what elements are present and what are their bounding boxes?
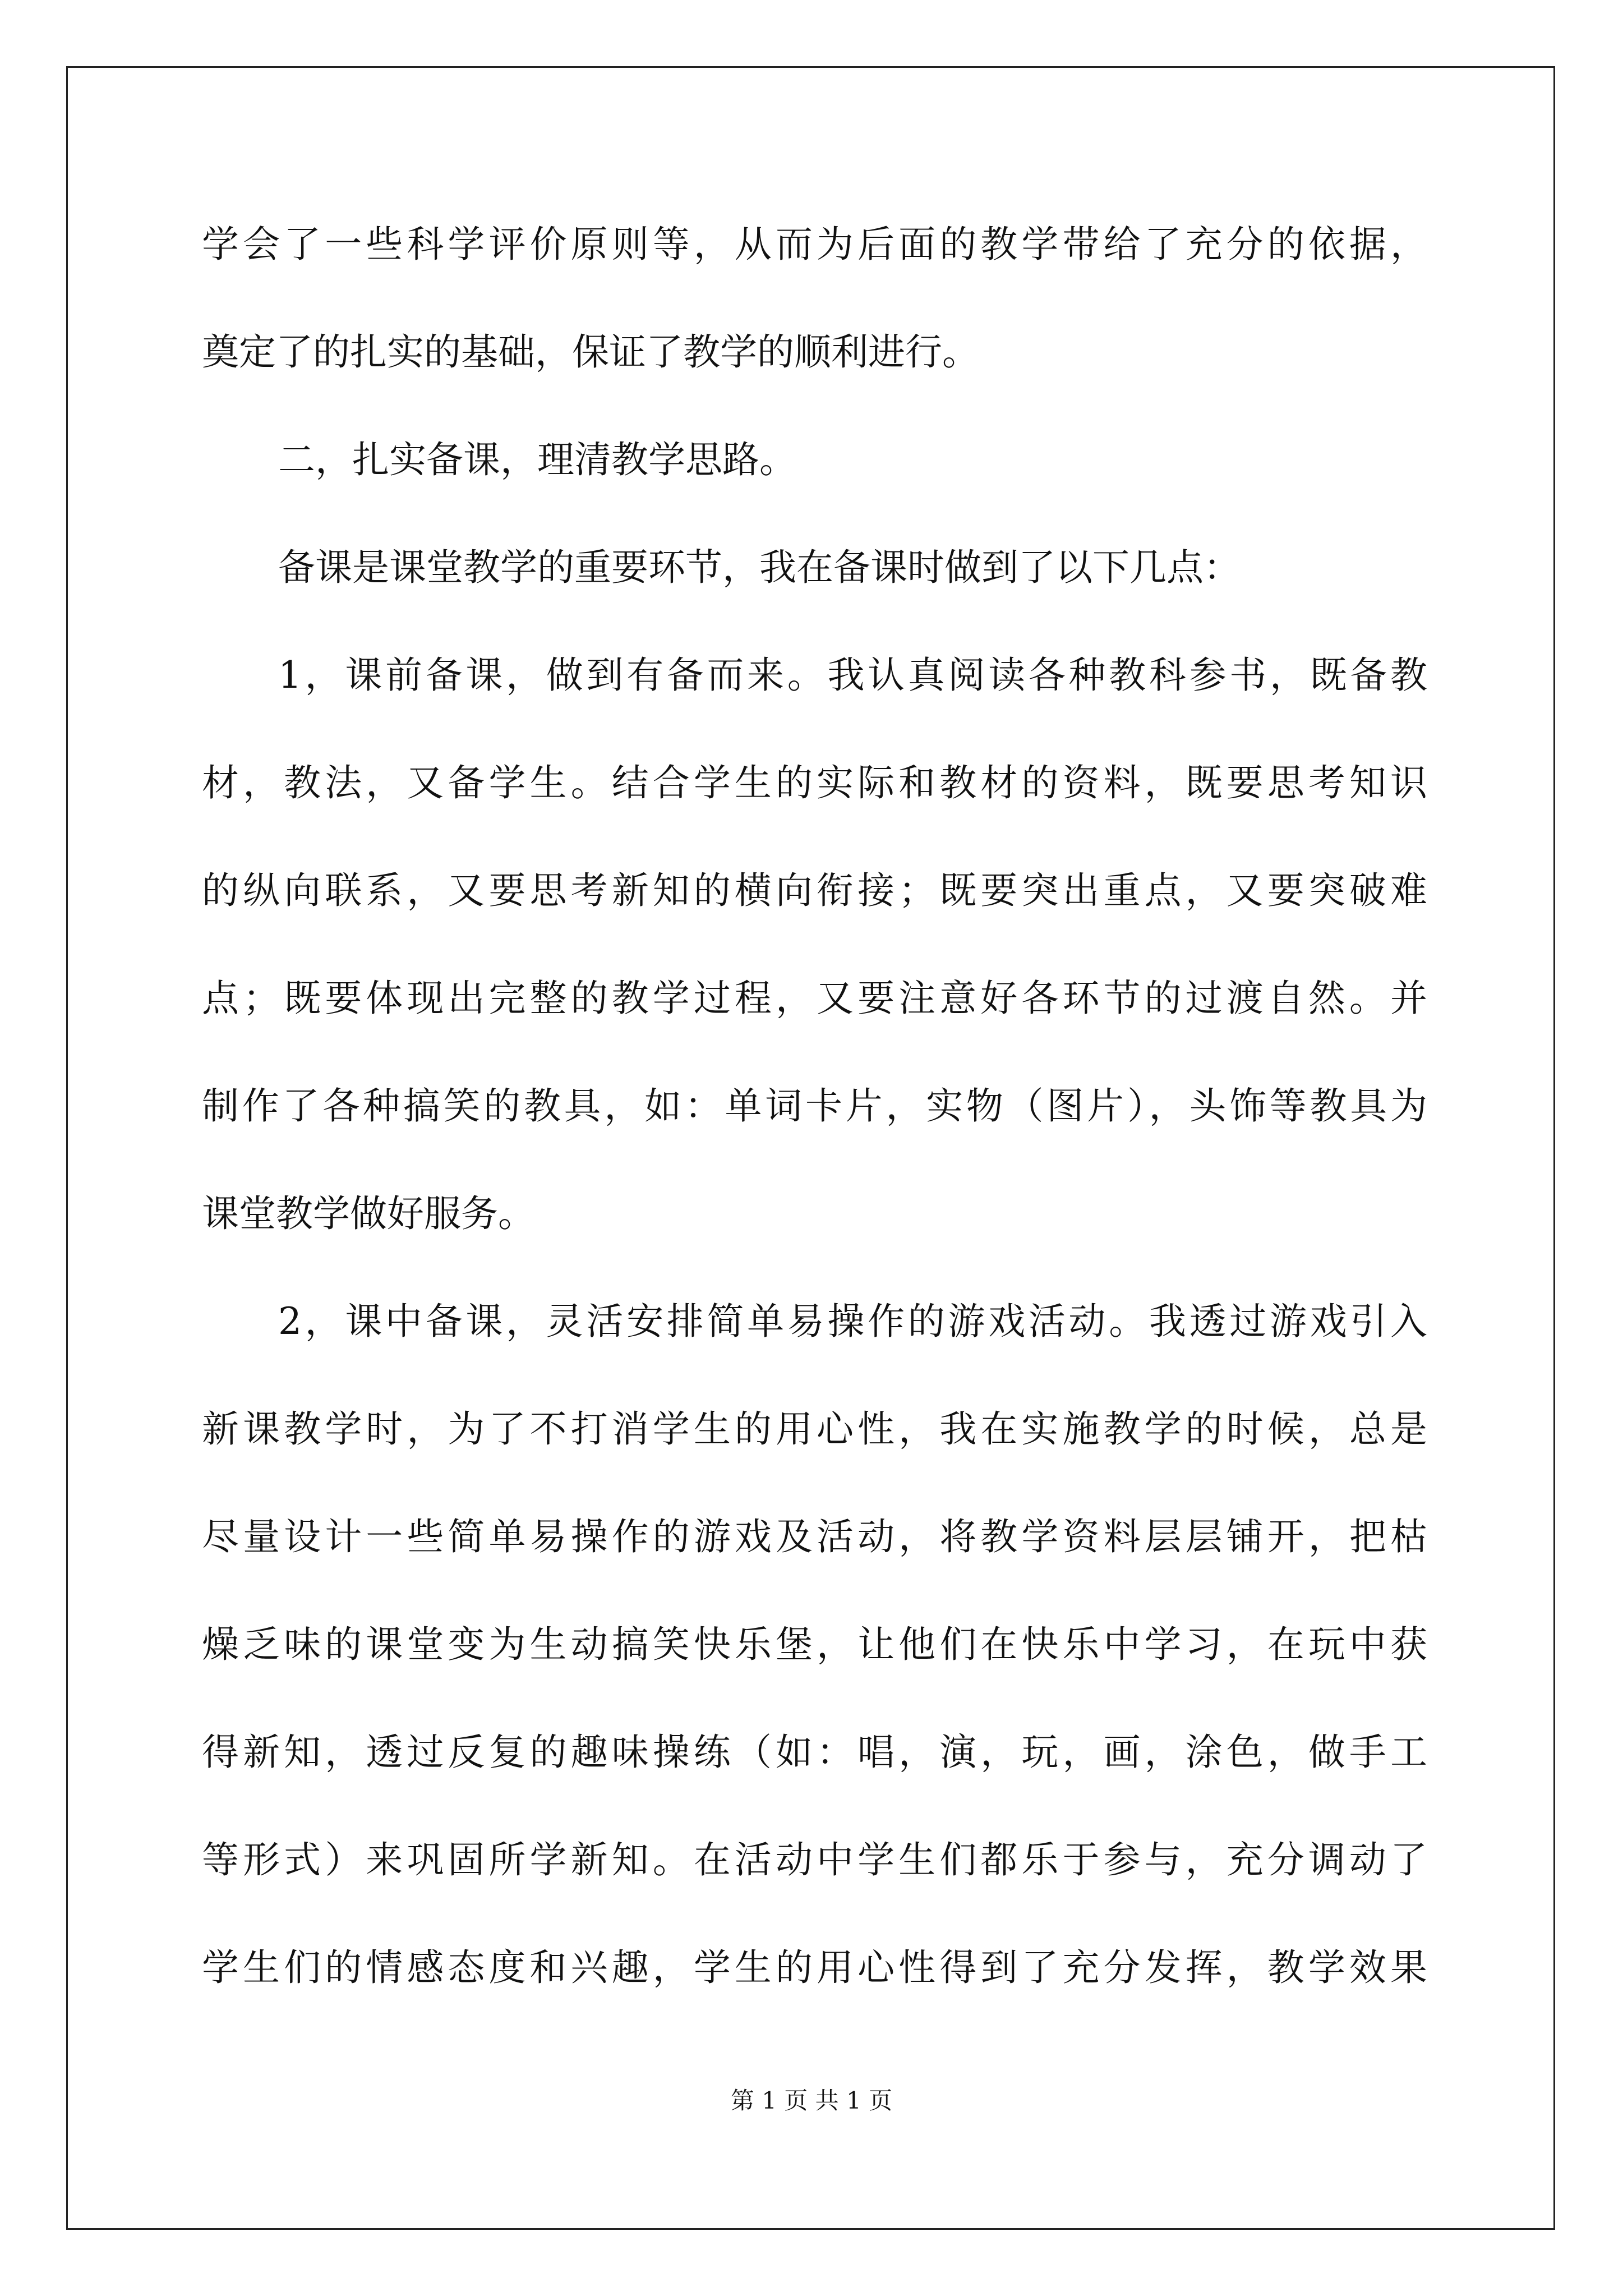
text-line-4: 备课是课堂教学的重要环节，我在备课时做到了以下几点： [278,546,1241,589]
text-line-5: 1，课前备课，做到有备而来。我认真阅读各种教科参书，既备教 [278,654,1427,697]
text-line-9: 制作了各种搞笑的教具，如：单词卡片，实物（图片），头饰等教具为 [202,1084,1427,1128]
text-line-15: 得新知，透过反复的趣味操练（如：唱，演，玩，画，涂色，做手工 [202,1731,1427,1774]
page-number-footer: 第 1 页 共 1 页 [730,2087,893,2114]
text-line-6: 材，教法，又备学生。结合学生的实际和教材的资料，既要思考知识 [202,761,1427,804]
text-line-17: 学生们的情感态度和兴趣，学生的用心性得到了充分发挥，教学效果 [202,1946,1427,1989]
text-line-13: 尽量设计一些简单易操作的游戏及活动，将教学资料层层铺开，把枯 [202,1515,1427,1558]
text-line-11: 2，课中备课，灵活安排简单易操作的游戏活动。我透过游戏引入 [278,1300,1427,1343]
section-heading: 二，扎实备课，理清教学思路。 [278,438,796,481]
text-line-1: 学会了一些科学评价原则等，从而为后面的教学带给了充分的依据， [202,223,1427,266]
document-body [202,191,1427,2022]
text-line-10: 课堂教学做好服务。 [202,1192,535,1235]
text-line-7: 的纵向联系，又要思考新知的横向衔接；既要突出重点，又要突破难 [202,869,1427,912]
text-line-16: 等形式）来巩固所学新知。在活动中学生们都乐于参与，充分调动了 [202,1838,1427,1881]
text-line-2: 奠定了的扎实的基础，保证了教学的顺利进行。 [202,330,979,374]
text-line-12: 新课教学时，为了不打消学生的用心性，我在实施教学的时候，总是 [202,1407,1427,1451]
text-line-8: 点；既要体现出完整的教学过程，又要注意好各环节的过渡自然。并 [202,977,1427,1020]
text-line-14: 燥乏味的课堂变为生动搞笑快乐堡，让他们在快乐中学习，在玩中获 [202,1623,1427,1666]
